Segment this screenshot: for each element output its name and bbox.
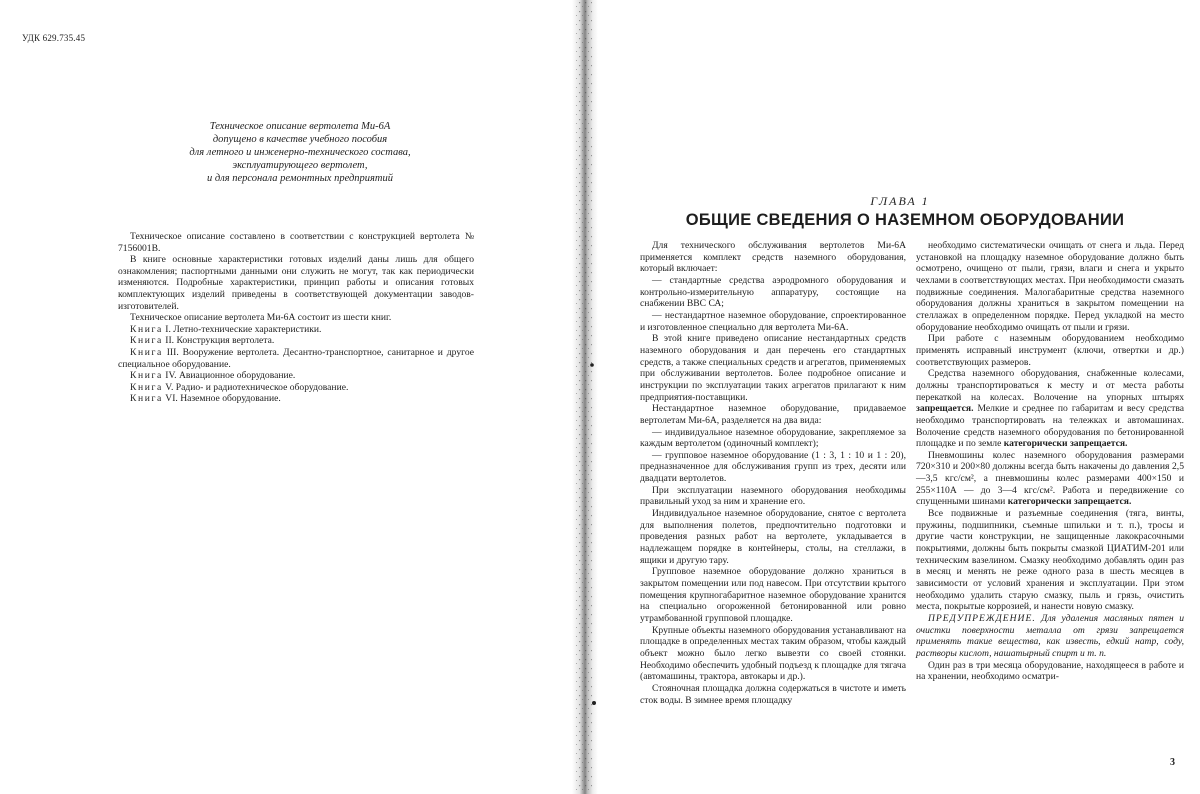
emphasis: запрещается.: [916, 403, 974, 415]
paragraph: Крупные объекты наземного оборудования устанавливают на площадке в определенных местах таким образом, чтобы каждый объект можно было легко вывезти со своей стоянки. Необходимо обеспечить удобный подъезд к площадке для тягача (автомашины, трактора, автокары и др.).: [640, 624, 906, 683]
book-title: II. Конструкция вертолета.: [165, 335, 275, 347]
paragraph: В этой книге приведено описание нестандартных средств наземного оборудования и дан перечень его стандартных средств, а также специальных средств и агрегатов, применяемых при обслуживании вертолетов. Более подробное описание и инструкции по эксплуатации таких агрегатов прилагают к ним предприятия-поставщики.: [640, 333, 906, 403]
warning-text: Для удаления масляных пятен и очистки поверхности металла от грязи запрещается применять такие вещества, как известь, едкий натр, соду, растворы кислот, нашатырный спирт и т. п.: [916, 613, 1184, 659]
paragraph: При работе с наземным оборудованием необходимо применять исправный инструмент (ключи, отвертки и др.) соответствующих размеров.: [916, 333, 1184, 368]
book-entry: [118, 393, 474, 405]
book-title: IV. Авиационное оборудование.: [165, 370, 296, 382]
book-entry: [118, 370, 474, 382]
udk-code: УДК 629.735.45: [22, 33, 86, 43]
paragraph: Для технического обслуживания вертолетов Ми-6А применяется комплект средств наземного оборудования, который включает:: [640, 240, 906, 275]
intro-text: [118, 231, 474, 405]
warning-paragraph: [916, 613, 1184, 660]
approval-line: эксплуатирующего вертолет,: [232, 160, 368, 171]
book-entry: [118, 347, 474, 370]
approval-line: допущено в качестве учебного пособия: [212, 134, 388, 145]
approval-line: и для персонала ремонтных предприятий: [206, 173, 394, 184]
paragraph: [916, 450, 1184, 508]
paragraph: — стандартные средства аэродромного оборудования и контрольно-измерительную аппаратуру, состоящие на снабжении ВВС СА;: [640, 274, 906, 310]
book-entry: [118, 335, 474, 347]
paragraph: Групповое наземное оборудование должно храниться в закрытом помещении или под навесом. При отсутствии крытого помещения крупногабаритное наземное оборудование хранится на специально огороженной бетонированной или ровно утрамбованной групповой площадке.: [640, 566, 906, 624]
book-entry: [118, 324, 474, 336]
emphasis: категорически запрещается.: [1007, 496, 1132, 508]
paragraph: Индивидуальное наземное оборудование, снятое с вертолета для выполнения полетов, предпочтительно подготовки и проведения разных работ на вертолете, укладывается в надлежащем порядке в контейнеры, столы, на стеллажи, в ящики и другую тару.: [640, 508, 906, 566]
chapter-title: ОБЩИЕ СВЕДЕНИЯ О НАЗЕМНОМ ОБОРУДОВАНИИ: [685, 211, 1125, 229]
text-run: Пневмошины колес наземного оборудования размерами 720×310 и 200×80 должны всегда быть накачены до давления 2,5—3,5 кгс/см², а пневмошины колес размерами 400×150 и 255×110А — до 3—4 кгс/см². Работа и передвижение со спущенными шинами: [916, 449, 1184, 508]
scan-gutter: [560, 0, 608, 794]
approval-line: для летного и инженерно-технического состава,: [189, 147, 411, 158]
paragraph: — нестандартное наземное оборудование, спроектированное и изготовленное специально для вертолета Ми-6А.: [640, 309, 906, 333]
page-number: 3: [1170, 757, 1175, 768]
paragraph: Нестандартное наземное оборудование, придаваемое вертолетам Ми-6А, разделяется на два вида:: [640, 403, 906, 426]
text-column-left: [640, 240, 906, 706]
text-run: Мелкие и среднее по габаритам и весу средства необходимо транспортировать на тележках и автомашинах. Волочение средств наземного оборудования по бетонированной площадке и по земле: [916, 403, 1184, 450]
book-word: Книга: [130, 381, 163, 393]
book-title: VI. Наземное оборудование.: [165, 393, 281, 405]
book-title: V. Радио- и радиотехническое оборудование.: [165, 381, 349, 393]
book-entry: [118, 382, 474, 394]
paragraph: При эксплуатации наземного оборудования необходимы правильный уход за ним и хранение его.: [640, 484, 906, 508]
chapter-label: ГЛАВА 1: [870, 194, 930, 208]
intro-paragraph: Техническое описание составлено в соответствии с конструкцией вертолета № 7156001В.: [118, 231, 474, 254]
book-title: I. Летно-технические характеристики.: [165, 323, 322, 335]
emphasis: категорически запрещается.: [1003, 438, 1128, 450]
approval-line: Техническое описание вертолета Ми-6А: [209, 121, 391, 132]
paragraph: необходимо систематически очищать от снега и льда. Перед установкой на площадку наземное оборудование должно быть осмотрено, очищено от пыли, грязи, влаги и снега и укрыто чехлами в соответствующих местах. При необходимости смазать подвижные соединения. Малогабаритные средства наземного оборудования должны храниться в закрытом помещении на стеллажах в определенном порядке. Перед укладкой на место оборудование необходимо очищать от пыли и грязи.: [916, 240, 1184, 333]
approval-note: [150, 120, 450, 185]
book-word: Книга: [130, 335, 163, 347]
paragraph: Стояночная площадка должна содержаться в чистоте и иметь сток воды. В зимнее время площадку: [640, 682, 906, 706]
book-title: III. Вооружение вертолета. Десантно-транспортное, санитарное и другое специальное оборудование.: [118, 346, 474, 370]
book-word: Книга: [130, 370, 163, 382]
warning-label: ПРЕДУПРЕЖДЕНИЕ.: [928, 613, 1036, 624]
paragraph: Один раз в три месяца оборудование, находящееся в работе и на хранении, необходимо осматри-: [916, 659, 1184, 683]
text-column-right: [916, 240, 1184, 683]
book-word: Книга: [130, 323, 163, 335]
paragraph: — индивидуальное наземное оборудование, закрепляемое за каждым вертолетом (одиночный комплект);: [640, 426, 906, 450]
intro-paragraph: В книге основные характеристики готовых изделий даны лишь для общего ознакомления; паспортными данными они служить не могут, так как периодически изменяются. Подробные характеристики, принцип работы и описания готовых комплектующих изделий приведены в соответствующей документации заводов-изготовителей.: [118, 254, 474, 312]
book-word: Книга: [130, 346, 163, 358]
paragraph: — групповое наземное оборудование (1 : 3, 1 : 10 и 1 : 20), предназначенное для обслуживания групп из трех, десяти или двадцати вертолетов.: [640, 449, 906, 485]
intro-paragraph: Техническое описание вертолета Ми-6А состоит из шести книг.: [130, 312, 392, 324]
book-word: Книга: [130, 393, 163, 405]
text-run: Средства наземного оборудования, снабженные колесами, должны транспортироваться к месту и от места работы перекаткой на колесах. Волочение на упорных штырях: [916, 368, 1184, 403]
paragraph: Все подвижные и разъемные соединения (тяга, винты, пружины, подшипники, съемные шпильки и т. п.), тросы и другие части конструкции, не защищенные лакокрасочными покрытиями, должны быть покрыты смазкой ЦИАТИМ-201 или техническим вазелином. Смазку необходимо добавлять один раз в месяц и менять не реже одного раза в шесть месяцев в зависимости от условий хранения и эксплуатации. При этом необходимо удалить старую смазку, пыль и грязь, очистить места, покрытые коррозией, и нанести новую смазку.: [916, 508, 1184, 613]
paragraph: [916, 368, 1184, 450]
